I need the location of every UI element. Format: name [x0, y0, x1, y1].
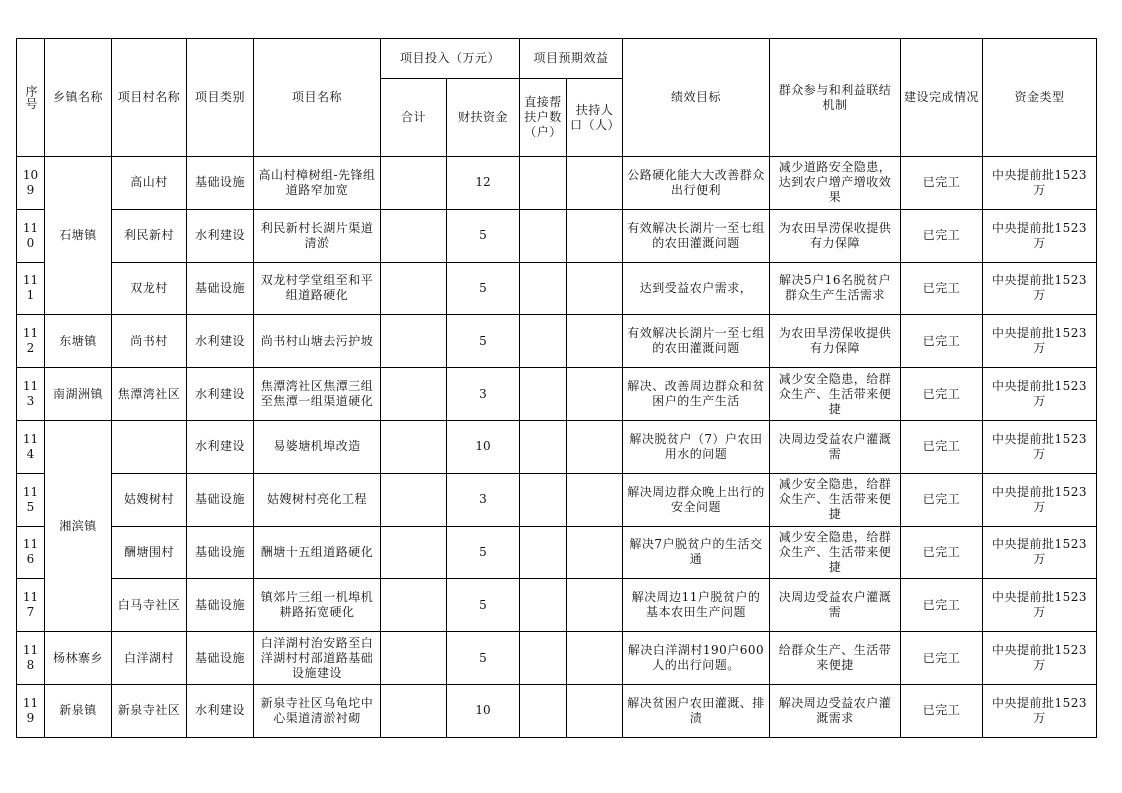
- project-name-cell: 新泉寺社区乌龟坨中心渠道清淤衬砌: [254, 684, 381, 737]
- participation-cell: 解决5户16名脱贫户群众生产生活需求: [770, 262, 901, 315]
- fund-type-cell: 中央提前批1523万: [983, 262, 1097, 315]
- fund-cell: 5: [447, 262, 520, 315]
- category-cell: 基础设施: [187, 579, 254, 632]
- fund-type-cell: 中央提前批1523万: [983, 315, 1097, 368]
- status-cell: 已完工: [901, 262, 983, 315]
- seq-cell: 113: [17, 368, 45, 421]
- category-cell: 基础设施: [187, 157, 254, 210]
- table-row: [17, 157, 1097, 210]
- participation-cell: 为农田旱涝保收提供有力保障: [770, 209, 901, 262]
- seq-cell: 117: [17, 579, 45, 632]
- direct-households-cell: [520, 157, 567, 210]
- participation-cell: 减少安全隐患，给群众生产、生活带来便捷: [770, 368, 901, 421]
- status-cell: 已完工: [901, 579, 983, 632]
- village-cell: 高山村: [112, 157, 187, 210]
- direct-households-cell: [520, 368, 567, 421]
- total-cell: [381, 157, 447, 210]
- project-name-cell: 焦潭湾社区焦潭三组至焦潭一组渠道硬化: [254, 368, 381, 421]
- fund-cell: 10: [447, 420, 520, 473]
- fund-cell: 5: [447, 315, 520, 368]
- participation-cell: 给群众生产、生活带来便捷: [770, 632, 901, 685]
- village-cell: 酬塘围村: [112, 526, 187, 579]
- category-cell: 水利建设: [187, 315, 254, 368]
- town-cell: 杨林寨乡: [45, 632, 112, 685]
- total-cell: [381, 579, 447, 632]
- project-name-cell: 白洋湖村治安路至白洋湖村村部道路基础设施建设: [254, 632, 381, 685]
- table-row: [17, 368, 1097, 421]
- table-row: [17, 473, 1097, 526]
- town-cell: 东塘镇: [45, 315, 112, 368]
- seq-cell: 110: [17, 209, 45, 262]
- supported-people-cell: [567, 262, 623, 315]
- supported-people-cell: [567, 473, 623, 526]
- header-direct-households: 直接帮扶户数（户）: [520, 79, 567, 157]
- fund-cell: 3: [447, 473, 520, 526]
- participation-cell: 决周边受益农户灌溉需: [770, 579, 901, 632]
- town-cell: 南湖洲镇: [45, 368, 112, 421]
- project-table: [16, 38, 1097, 738]
- fund-cell: 5: [447, 209, 520, 262]
- status-cell: 已完工: [901, 684, 983, 737]
- header-total: 合计: [381, 79, 447, 157]
- fund-type-cell: 中央提前批1523万: [983, 473, 1097, 526]
- project-name-cell: 镇郊片三组一机埠机耕路拓宽硬化: [254, 579, 381, 632]
- table-row: [17, 315, 1097, 368]
- participation-cell: 解决周边受益农户灌溉需求: [770, 684, 901, 737]
- status-cell: 已完工: [901, 209, 983, 262]
- header-name: 项目名称: [254, 39, 381, 157]
- header-fund: 财扶资金: [447, 79, 520, 157]
- status-cell: 已完工: [901, 420, 983, 473]
- village-cell: 焦潭湾社区: [112, 368, 187, 421]
- village-cell: 白马寺社区: [112, 579, 187, 632]
- table-row: [17, 684, 1097, 737]
- header-supported-people: 扶持人口（人）: [567, 79, 623, 157]
- seq-cell: 119: [17, 684, 45, 737]
- goal-cell: 解决白洋湖村190户600人的出行问题。: [623, 632, 770, 685]
- goal-cell: 解决周边群众晚上出行的安全问题: [623, 473, 770, 526]
- table-row: [17, 526, 1097, 579]
- total-cell: [381, 684, 447, 737]
- goal-cell: 解决贫困户农田灌溉、排渍: [623, 684, 770, 737]
- category-cell: 水利建设: [187, 209, 254, 262]
- header-category: 项目类别: [187, 39, 254, 157]
- supported-people-cell: [567, 420, 623, 473]
- supported-people-cell: [567, 526, 623, 579]
- total-cell: [381, 526, 447, 579]
- participation-cell: 减少安全隐患，给群众生产、生活带来便捷: [770, 526, 901, 579]
- supported-people-cell: [567, 209, 623, 262]
- direct-households-cell: [520, 315, 567, 368]
- goal-cell: 解决周边11户脱贫户的基本农田生产问题: [623, 579, 770, 632]
- direct-households-cell: [520, 684, 567, 737]
- goal-cell: 有效解决长湖片一至七组的农田灌溉问题: [623, 209, 770, 262]
- project-name-cell: 尚书村山塘去污护坡: [254, 315, 381, 368]
- status-cell: 已完工: [901, 526, 983, 579]
- direct-households-cell: [520, 579, 567, 632]
- fund-type-cell: 中央提前批1523万: [983, 579, 1097, 632]
- total-cell: [381, 632, 447, 685]
- town-cell: 石塘镇: [45, 157, 112, 315]
- fund-cell: 5: [447, 526, 520, 579]
- total-cell: [381, 262, 447, 315]
- total-cell: [381, 420, 447, 473]
- table-row: [17, 262, 1097, 315]
- header-benefit: 项目预期效益: [520, 39, 623, 79]
- project-name-cell: 双龙村学堂组至和平组道路硬化: [254, 262, 381, 315]
- fund-type-cell: 中央提前批1523万: [983, 632, 1097, 685]
- category-cell: 水利建设: [187, 684, 254, 737]
- direct-households-cell: [520, 209, 567, 262]
- category-cell: 基础设施: [187, 632, 254, 685]
- village-cell: 姑嫂树村: [112, 473, 187, 526]
- category-cell: 基础设施: [187, 526, 254, 579]
- fund-type-cell: 中央提前批1523万: [983, 684, 1097, 737]
- total-cell: [381, 315, 447, 368]
- header-investment: 项目投入（万元）: [381, 39, 520, 79]
- supported-people-cell: [567, 632, 623, 685]
- goal-cell: 达到受益农户需求，: [623, 262, 770, 315]
- village-cell: 尚书村: [112, 315, 187, 368]
- village-cell: 利民新村: [112, 209, 187, 262]
- total-cell: [381, 368, 447, 421]
- participation-cell: 减少道路安全隐患，达到农户增产增收效果: [770, 157, 901, 210]
- village-cell: 双龙村: [112, 262, 187, 315]
- header-fund-type: 资金类型: [983, 39, 1097, 157]
- seq-cell: 111: [17, 262, 45, 315]
- header-town: 乡镇名称: [45, 39, 112, 157]
- project-name-cell: 利民新村长湖片渠道清淤: [254, 209, 381, 262]
- status-cell: 已完工: [901, 157, 983, 210]
- participation-cell: 减少安全隐患，给群众生产、生活带来便捷: [770, 473, 901, 526]
- header-goal: 绩效目标: [623, 39, 770, 157]
- fund-type-cell: 中央提前批1523万: [983, 209, 1097, 262]
- project-name-cell: 姑嫂树村亮化工程: [254, 473, 381, 526]
- total-cell: [381, 209, 447, 262]
- table-body: [17, 157, 1097, 738]
- village-cell: [112, 420, 187, 473]
- seq-cell: 112: [17, 315, 45, 368]
- fund-type-cell: 中央提前批1523万: [983, 368, 1097, 421]
- header-status: 建设完成情况: [901, 39, 983, 157]
- supported-people-cell: [567, 579, 623, 632]
- participation-cell: 为农田旱涝保收提供有力保障: [770, 315, 901, 368]
- category-cell: 水利建设: [187, 420, 254, 473]
- header-seq: 序号: [17, 39, 45, 157]
- seq-cell: 114: [17, 420, 45, 473]
- fund-type-cell: 中央提前批1523万: [983, 526, 1097, 579]
- project-name-cell: 高山村樟树组-先锋组道路窄加宽: [254, 157, 381, 210]
- seq-cell: 109: [17, 157, 45, 210]
- project-name-cell: 酬塘十五组道路硬化: [254, 526, 381, 579]
- header-village: 项目村名称: [112, 39, 187, 157]
- goal-cell: 有效解决长湖片一至七组的农田灌溉问题: [623, 315, 770, 368]
- table-row: [17, 579, 1097, 632]
- table-row: [17, 632, 1097, 685]
- fund-type-cell: 中央提前批1523万: [983, 420, 1097, 473]
- table-row: [17, 209, 1097, 262]
- supported-people-cell: [567, 368, 623, 421]
- goal-cell: 解决、改善周边群众和贫困户的生产生活: [623, 368, 770, 421]
- goal-cell: 解决7户脱贫户的生活交通: [623, 526, 770, 579]
- direct-households-cell: [520, 526, 567, 579]
- status-cell: 已完工: [901, 368, 983, 421]
- category-cell: 基础设施: [187, 473, 254, 526]
- supported-people-cell: [567, 684, 623, 737]
- town-cell: 新泉镇: [45, 684, 112, 737]
- category-cell: 基础设施: [187, 262, 254, 315]
- fund-cell: 5: [447, 579, 520, 632]
- goal-cell: 公路硬化能大大改善群众出行便利: [623, 157, 770, 210]
- village-cell: 白洋湖村: [112, 632, 187, 685]
- supported-people-cell: [567, 315, 623, 368]
- fund-cell: 5: [447, 632, 520, 685]
- total-cell: [381, 473, 447, 526]
- seq-cell: 118: [17, 632, 45, 685]
- village-cell: 新泉寺社区: [112, 684, 187, 737]
- status-cell: 已完工: [901, 473, 983, 526]
- fund-type-cell: 中央提前批1523万: [983, 157, 1097, 210]
- header-participation: 群众参与和利益联结机制: [770, 39, 901, 157]
- status-cell: 已完工: [901, 632, 983, 685]
- seq-cell: 115: [17, 473, 45, 526]
- fund-cell: 12: [447, 157, 520, 210]
- table-row: [17, 420, 1097, 473]
- goal-cell: 解决脱贫户（7）户农田用水的问题: [623, 420, 770, 473]
- fund-cell: 3: [447, 368, 520, 421]
- direct-households-cell: [520, 632, 567, 685]
- status-cell: 已完工: [901, 315, 983, 368]
- direct-households-cell: [520, 473, 567, 526]
- direct-households-cell: [520, 262, 567, 315]
- project-name-cell: 易婆塘机埠改造: [254, 420, 381, 473]
- fund-cell: 10: [447, 684, 520, 737]
- category-cell: 水利建设: [187, 368, 254, 421]
- supported-people-cell: [567, 157, 623, 210]
- seq-cell: 116: [17, 526, 45, 579]
- participation-cell: 决周边受益农户灌溉需: [770, 420, 901, 473]
- direct-households-cell: [520, 420, 567, 473]
- town-cell: 湘滨镇: [45, 420, 112, 631]
